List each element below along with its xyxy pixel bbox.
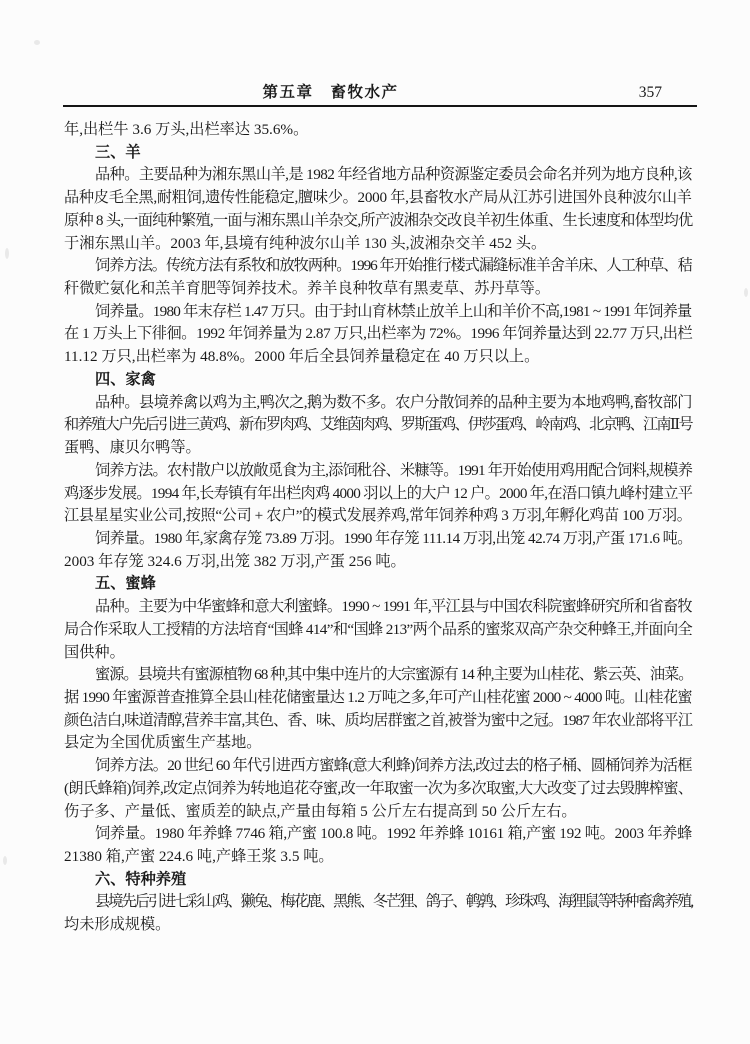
text-line-content: 年,出栏牛 3.6 万头,出栏率达 35.6%。 xyxy=(64,121,309,138)
text-line-content: 伤子多、产量低、蜜质差的缺点,产量由每箱 5 公斤左右提高到 50 公斤左右。 xyxy=(64,802,577,820)
chapter-title: 第五章 畜牧水产 xyxy=(262,84,399,101)
text-line-content: 县定为全国优质蜜生产基地。 xyxy=(64,734,262,752)
text-line xyxy=(64,732,692,755)
text-line xyxy=(64,255,692,278)
page-body xyxy=(64,119,692,937)
text-line-content: 蛋鸭、康贝尔鸭等。 xyxy=(64,439,201,457)
text-line-content: 和养殖大户先后引进三黄鸡、新布罗肉鸡、艾维茵肉鸡、罗斯蛋鸡、伊莎蛋鸡、岭南鸡、北京鸭、江南Ⅱ号 xyxy=(64,416,692,434)
text-line xyxy=(64,642,692,665)
text-line xyxy=(64,755,692,778)
text-line-content: 品种皮毛全黑,耐粗饲,遗传性能稳定,膻味少。2000 年,县畜牧水产局从江苏引进国外良种波尔山羊 xyxy=(64,189,692,207)
text-line xyxy=(64,164,692,187)
page-header xyxy=(64,83,692,102)
text-line xyxy=(64,914,692,937)
text-line xyxy=(64,551,692,574)
text-line-content: 品种。主要品种为湘东黑山羊,是 1982 年经省地方品种资源鉴定委员会命名并列为地方良种,该 xyxy=(95,166,692,184)
text-line xyxy=(64,346,692,369)
text-line xyxy=(64,278,692,301)
text-line xyxy=(64,392,692,415)
text-line xyxy=(64,778,692,801)
text-line xyxy=(64,437,692,460)
text-line-content: 于湘东黑山羊。2003 年,县境有纯种波尔山羊 130 头,波湘杂交羊 452 头。 xyxy=(64,234,547,252)
text-line-content: 国供种。 xyxy=(64,643,125,661)
section-heading xyxy=(64,869,692,892)
text-line xyxy=(64,596,692,619)
text-line-content: (朗氏蜂箱)饲养,改定点饲养为转地追花夺蜜,改一年取蜜一次为多次取蜜,大大改变了过去毁脾榨蜜、 xyxy=(64,779,693,797)
text-line-content: 鸡逐步发展。1994 年,长寿镇有年出栏肉鸡 4000 羽以上的大户 12 户。2000 年,在浯口镇九峰村建立平 xyxy=(64,484,693,502)
text-line-content: 品种。主要为中华蜜蜂和意大利蜜蜂。1990 ~ 1991 年,平江县与中国农科院蜜蜂研究所和省畜牧 xyxy=(95,598,692,616)
text-line xyxy=(64,710,692,733)
text-line xyxy=(64,891,692,914)
text-line-content: 2003 年存笼 324.6 万羽,出笼 382 万羽,产蛋 256 吨。 xyxy=(64,552,406,570)
section-heading xyxy=(64,142,692,165)
text-line-content: 据 1990 年蜜源普查推算全县山桂花储蜜量达 1.2 万吨之多,年可产山桂花蜜 2000 ~ 4000 吨。山桂花蜜 xyxy=(64,688,692,706)
text-line-content: 饲养方法。农村散户以放敞觅食为主,添饲秕谷、米糠等。1991 年开始使用鸡用配合饲料,规模养 xyxy=(95,461,693,479)
text-line-content: 颜色洁白,味道清醇,营养丰富,其色、香、味、质均居群蜜之首,被誉为蜜中之冠。1987 年农业部将平江 xyxy=(64,711,693,729)
text-line xyxy=(64,187,692,210)
text-line-content: 秆微贮氨化和羔羊育肥等饲养技术。养羊良种牧草有黑麦草、苏丹草等。 xyxy=(64,280,550,298)
text-line-content: 饲养方法。20 世纪 60 年代引进西方蜜蜂(意大利蜂)饲养方法,改过去的格子桶、圆桶饲养为活框 xyxy=(95,757,692,775)
text-line xyxy=(64,664,692,687)
text-line-content: 五、蜜蜂 xyxy=(95,575,156,593)
text-line xyxy=(64,301,692,324)
header-rule xyxy=(63,105,697,107)
text-line-content: 21380 箱,产蜜 224.6 吨,产蜂王浆 3.5 吨。 xyxy=(64,848,334,865)
text-line-content: 局合作采取人工授精的方法培育“国蜂 414”和“国蜂 213”两个品系的蜜浆双高产杂交种蜂王,并面向全 xyxy=(64,620,693,638)
text-line xyxy=(64,119,692,142)
text-line-content: 原种 8 头,一面纯种繁殖,一面与湘东黑山羊杂交,所产波湘杂交改良羊初生体重、生长速度和体型均优 xyxy=(64,211,693,229)
page-number: 357 xyxy=(638,84,662,101)
section-heading xyxy=(64,369,692,392)
text-line xyxy=(64,846,692,869)
text-line-content: 均未形成规模。 xyxy=(64,916,171,934)
text-line-content: 品种。县境养禽以鸡为主,鸭次之,鹅为数不多。农户分散饲养的品种主要为本地鸡鸭,畜牧部门 xyxy=(95,393,692,411)
text-line xyxy=(64,619,692,642)
text-line-content: 六、特种养殖 xyxy=(95,870,187,888)
text-line xyxy=(64,210,692,233)
text-line-content: 饲养量。1980 年,家禽存笼 73.89 万羽。1990 年存笼 111.14 万羽,出笼 42.74 万羽,产蛋 171.6 吨。 xyxy=(95,529,692,547)
text-line xyxy=(64,505,692,528)
text-line xyxy=(64,823,692,846)
text-line-content: 蜜源。县境共有蜜源植物 68 种,其中集中连片的大宗蜜源有 14 种,主要为山桂花、紫云英、油菜。 xyxy=(95,666,693,684)
scan-speck xyxy=(5,248,9,259)
text-line xyxy=(64,414,692,437)
text-line-content: 在 1 万头上下徘徊。1992 年饲养量为 2.87 万只,出栏率为 72%。1996 年饲养量达到 22.77 万只,出栏 xyxy=(64,325,693,343)
text-line xyxy=(64,528,692,551)
text-line xyxy=(64,801,692,824)
text-line-content: 饲养量。1980 年末存栏 1.47 万只。由于封山育林禁止放羊上山和羊价不高,1981 ~ 1991 年饲养量 xyxy=(95,302,692,320)
scan-speck xyxy=(744,288,748,297)
text-line-content: 饲养方法。传统方法有系牧和放牧两种。1996 年开始推行楼式漏缝标准羊舍羊床、人工种草、秸 xyxy=(95,257,692,275)
text-line-content: 县境先后引进七彩山鸡、獭兔、梅花鹿、黑熊、冬芒狸、鸽子、鹌鹑、珍珠鸡、海狸鼠等特种畜禽养殖, xyxy=(95,893,693,911)
text-line-content: 江县星星实业公司,按照“公司 + 农户”的模式发展养鸡,常年饲养种鸡 3 万羽,年孵化鸡苗 100 万羽。 xyxy=(64,507,692,525)
text-line xyxy=(64,233,692,256)
text-line xyxy=(64,460,692,483)
text-line-content: 三、羊 xyxy=(95,143,141,161)
text-line xyxy=(64,687,692,710)
text-line xyxy=(64,483,692,506)
text-line-content: 11.12 万只,出栏率为 48.8%。2000 年后全县饲养量稳定在 40 万只以上。 xyxy=(64,348,540,366)
text-line-content: 饲养量。1980 年养蜂 7746 箱,产蜜 100.8 吨。1992 年养蜂 10161 箱,产蜜 192 吨。2003 年养蜂 xyxy=(95,825,693,843)
scan-speck xyxy=(3,856,7,865)
scan-speck xyxy=(34,40,40,45)
text-line-content: 四、家禽 xyxy=(95,370,156,388)
section-heading xyxy=(64,573,692,596)
text-line xyxy=(64,323,692,346)
